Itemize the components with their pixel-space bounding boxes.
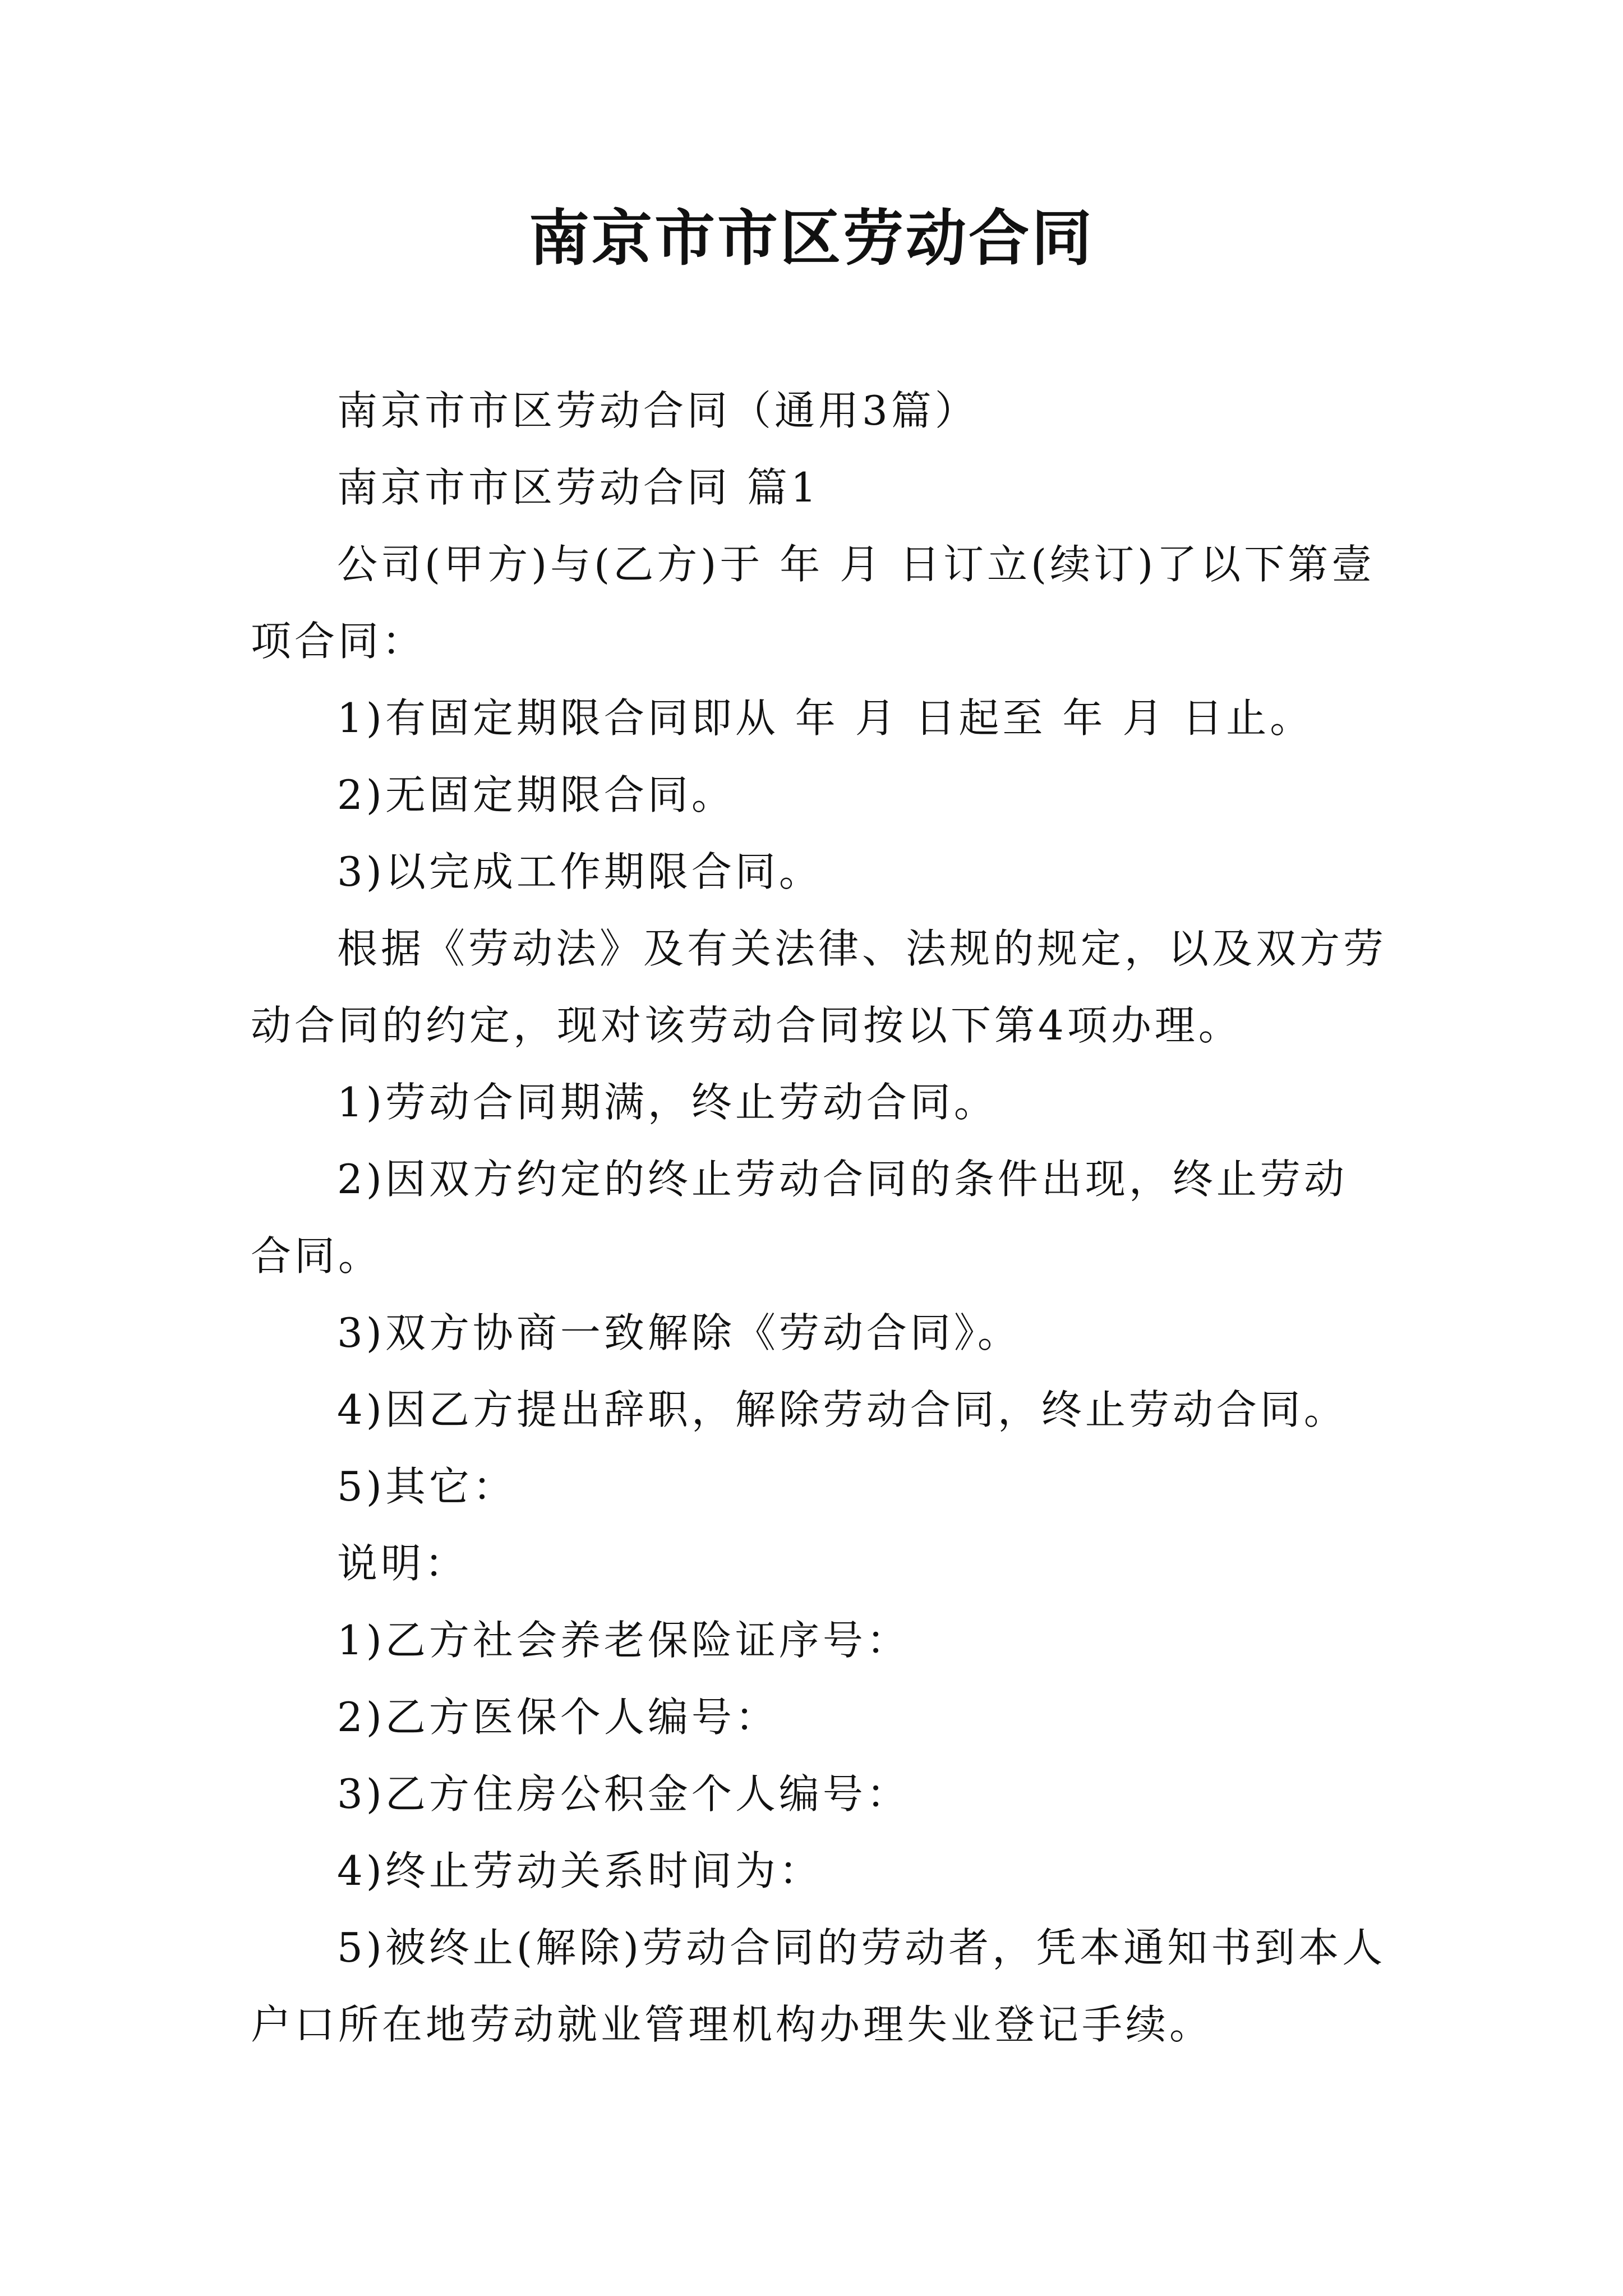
document-title: 南京市市区劳动合同 [528, 203, 1094, 274]
paragraph-legal-basis: 根据《劳动法》及有关法律、法规的规定，以及双方劳动合同的约定，现对该劳动合同按以下第4项办理。 [251, 925, 1387, 1049]
paragraph-term-fixed: 1)有固定期限合同即从 年 月 日起至 年 月 日止。 [337, 694, 1314, 742]
paragraph-note-3: 3)乙方住房公积金个人编号： [337, 1770, 910, 1818]
paragraph-option-2: 2)因双方约定的终止劳动合同的条件出现，终止劳动合同。 [251, 1156, 1348, 1280]
paragraph-subtitle: 南京市市区劳动合同（通用3篇） [337, 387, 979, 434]
paragraph-section-heading: 南京市市区劳动合同 篇1 [337, 464, 820, 511]
paragraph-note-1: 1)乙方社会养老保险证序号： [337, 1617, 910, 1664]
document-body [251, 372, 1389, 2063]
paragraph-term-task: 3)以完成工作期限合同。 [337, 848, 823, 895]
paragraph-note-4: 4)终止劳动关系时间为： [337, 1847, 823, 1894]
paragraph-option-1: 1)劳动合同期满，终止劳动合同。 [337, 1079, 998, 1126]
paragraph-notes-heading: 说明： [337, 1540, 469, 1587]
paragraph-option-5: 5)其它： [337, 1463, 517, 1510]
paragraph-option-4: 4)因乙方提出辞职，解除劳动合同，终止劳动合同。 [337, 1386, 1348, 1433]
paragraph-note-5: 5)被终止(解除)劳动合同的劳动者，凭本通知书到本人户口所在地劳动就业管理机构办理失业登记手续。 [251, 1924, 1386, 2048]
paragraph-note-2: 2)乙方医保个人编号： [337, 1694, 779, 1741]
paragraph-option-3: 3)双方协商一致解除《劳动合同》。 [337, 1309, 1021, 1356]
paragraph-contract-intro: 公司(甲方)与(乙方)于 年 月 日订立(续订)了以下第壹项合同： [251, 541, 1376, 665]
paragraph-term-open: 2)无固定期限合同。 [337, 771, 735, 818]
